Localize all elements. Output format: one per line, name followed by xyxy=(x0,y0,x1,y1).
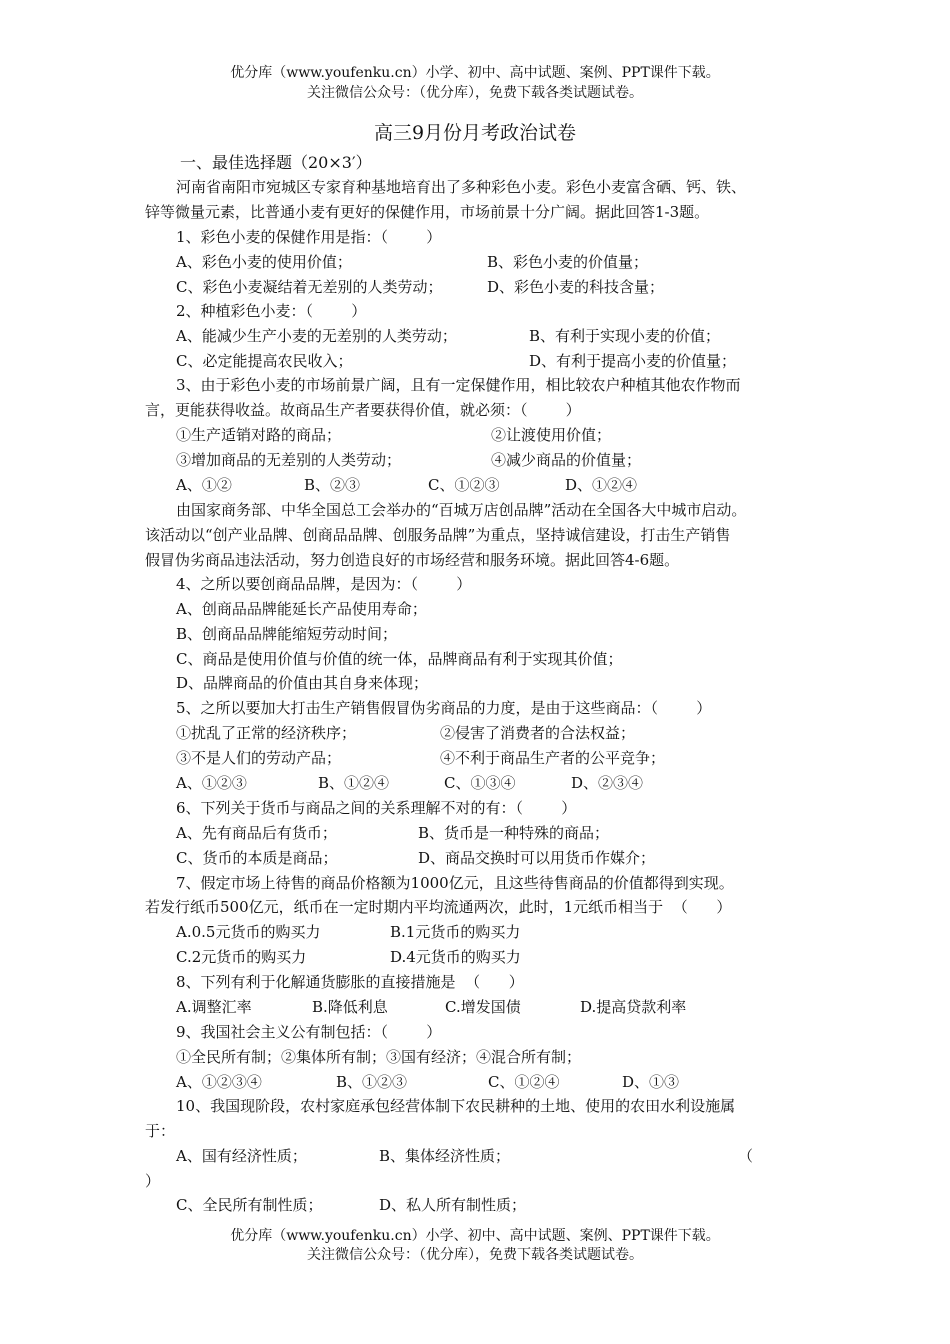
text-line: B、①②④ xyxy=(318,774,390,792)
text-line: D、有利于提高小麦的价值量； xyxy=(529,352,737,370)
text-line: D.提高贷款利率 xyxy=(580,998,687,1016)
text-line: 于： xyxy=(145,1122,176,1140)
text-line: B、货币是一种特殊的商品； xyxy=(418,824,610,842)
text-line: A、能减少生产小麦的无差别的人类劳动； xyxy=(176,327,457,345)
text-line: D、彩色小麦的科技含量； xyxy=(487,278,665,296)
text-line: 假冒伪劣商品违法活动，努力创造良好的市场经营和服务环境。据此回答4-6题。 xyxy=(145,551,680,569)
text-line: D、①③ xyxy=(622,1073,680,1091)
text-line: 锌等微量元素，比普通小麦有更好的保健作用，市场前景十分广阔。据此回答1-3题。 xyxy=(145,203,710,221)
text-line: A.调整汇率 xyxy=(176,998,252,1016)
text-line: 若发行纸币500亿元，纸币在一定时期内平均流通两次，此时，1元纸币相当于 （ ） xyxy=(145,898,732,916)
text-line: A、①②③④ xyxy=(176,1073,262,1091)
text-line: B.降低利息 xyxy=(312,998,388,1016)
text-line: B、②③ xyxy=(304,476,361,494)
text-line: A、①② xyxy=(176,476,232,494)
text-line: 10、我国现阶段，农村家庭承包经营体制下农民耕种的土地、使用的农田水利设施属 xyxy=(176,1097,736,1115)
text-line: 6、下列关于货币与商品之间的关系理解不对的有：（ ） xyxy=(176,799,577,817)
text-line: C、必定能提高农民收入； xyxy=(176,352,353,370)
text-line: D、①②④ xyxy=(565,476,638,494)
text-line: B.1元货币的购买力 xyxy=(390,923,521,941)
text-line: D、品牌商品的价值由其自身来体现； xyxy=(176,674,429,692)
header-line-2: 关注微信公众号：（优分库），免费下载各类试题试卷。 xyxy=(307,85,643,101)
text-line: 1、彩色小麦的保健作用是指：（ ） xyxy=(176,228,442,246)
text-line: D.4元货币的购买力 xyxy=(390,948,521,966)
text-line: C、货币的本质是商品； xyxy=(176,849,338,867)
text-line: 言，更能获得收益。故商品生产者要获得价值，就必须：（ ） xyxy=(145,401,581,419)
footer-line-1: 优分库（www.youfenku.cn）小学、初中、高中试题、案例、PPT课件下载。 xyxy=(230,1228,720,1244)
text-line: C、全民所有制性质； xyxy=(176,1196,323,1214)
text-line: 4、之所以要创商品品牌，是因为：（ ） xyxy=(176,575,472,593)
text-line: A.0.5元货币的购买力 xyxy=(176,923,321,941)
text-line: C、商品是使用价值与价值的统一体，品牌商品有利于实现其价值； xyxy=(176,650,623,668)
text-line: A、①②③ xyxy=(176,774,247,792)
text-line: A、国有经济性质； xyxy=(176,1147,307,1165)
text-line: ①全民所有制；②集体所有制；③国有经济；④混合所有制； xyxy=(176,1048,582,1066)
text-line: B、有利于实现小麦的价值； xyxy=(529,327,721,345)
text-line: C、①②③ xyxy=(428,476,500,494)
text-line: 由国家商务部、中华全国总工会举办的“百城万店创品牌”活动在全国各大中城市启动。 xyxy=(176,501,747,519)
text-line: 8、下列有利于化解通货膨胀的直接措施是 （ ） xyxy=(176,973,524,991)
text-line: 该活动以“创产业品牌、创商品品牌、创服务品牌”为重点，坚持诚信建设，打击生产销售 xyxy=(145,526,731,544)
text-line: C、①③④ xyxy=(444,774,516,792)
text-line: B、彩色小麦的价值量； xyxy=(487,253,649,271)
text-line: B、①②③ xyxy=(336,1073,408,1091)
text-line: B、集体经济性质； xyxy=(379,1147,511,1165)
text-line: D、②③④ xyxy=(571,774,644,792)
text-line: B、创商品品牌能缩短劳动时间； xyxy=(176,625,398,643)
text-line: ③增加商品的无差别的人类劳动； xyxy=(176,451,402,469)
text-line: A、创商品品牌能延长产品使用寿命； xyxy=(176,600,427,618)
text-line: ①生产适销对路的商品； xyxy=(176,426,342,444)
text-line: 河南省南阳市宛城区专家育种基地培育出了多种彩色小麦。彩色小麦富含硒、钙、铁、 xyxy=(176,178,747,196)
section-heading: 一、最佳选择题（20×3′） xyxy=(180,153,372,172)
text-line: ②侵害了消费者的合法权益； xyxy=(440,724,636,742)
text-line: D、商品交换时可以用货币作媒介； xyxy=(418,849,656,867)
text-line: ④不利于商品生产者的公平竞争； xyxy=(440,749,666,767)
text-line: C、①②④ xyxy=(488,1073,560,1091)
text-line: ①扰乱了正常的经济秩序； xyxy=(176,724,357,742)
text-line: 2、种植彩色小麦：（ ） xyxy=(176,302,367,320)
text-line: A、彩色小麦的使用价值； xyxy=(176,253,352,271)
header-line-1: 优分库（www.youfenku.cn）小学、初中、高中试题、案例、PPT课件下载。 xyxy=(230,65,720,81)
text-line: ④减少商品的价值量； xyxy=(491,451,642,469)
text-line: A、先有商品后有货币； xyxy=(176,824,337,842)
text-line: C.增发国债 xyxy=(445,998,521,1016)
page-title: 高三9月份月考政治试卷 xyxy=(373,122,577,144)
text-line: C、彩色小麦凝结着无差别的人类劳动； xyxy=(176,278,443,296)
text-line: 9、我国社会主义公有制包括：（ ） xyxy=(176,1023,442,1041)
text-line: ） xyxy=(145,1172,161,1190)
text-line: （ xyxy=(738,1147,754,1165)
text-line: 5、之所以要加大打击生产销售假冒伪劣商品的力度，是由于这些商品：（ ） xyxy=(176,699,712,717)
text-line: C.2元货币的购买力 xyxy=(176,948,307,966)
text-line: 3、由于彩色小麦的市场前景广阔，且有一定保健作用，相比较农户种植其他农作物而 xyxy=(176,376,741,394)
text-line: D、私人所有制性质； xyxy=(379,1196,527,1214)
text-line: ③不是人们的劳动产品； xyxy=(176,749,342,767)
text-line: 7、假定市场上待售的商品价格额为1000亿元，且这些待售商品的价值都得到实现。 xyxy=(176,874,734,892)
footer-line-2: 关注微信公众号：（优分库），免费下载各类试题试卷。 xyxy=(307,1247,643,1263)
text-line: ②让渡使用价值； xyxy=(491,426,612,444)
